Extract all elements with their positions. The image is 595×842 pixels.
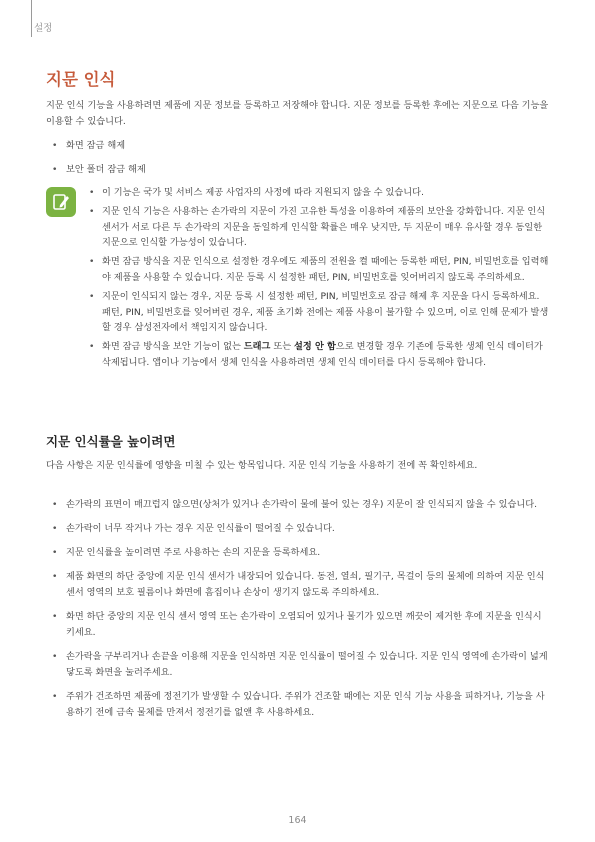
page-number: 164 (288, 815, 307, 826)
note-item: • 이 기능은 국가 및 서비스 제공 사업자의 사정에 따라 지원되지 않을 수 있습니다. (88, 185, 550, 201)
notes-list (88, 185, 550, 374)
tip-item: • 지문 인식률을 높이려면 주로 사용하는 손의 지문을 등록하세요. (50, 545, 550, 561)
tip-item: • 손가락이 너무 작거나 가는 경우 지문 인식률이 떨어질 수 있습니다. (50, 521, 550, 537)
feature-item: • 보안 폴더 잠금 해제 (50, 162, 146, 178)
tip-item: • 손가락의 표면이 매끄럽지 않으면(상처가 있거나 손가락이 물에 불어 있는 경우) 지문이 잘 인식되지 않을 수 있습니다. (50, 497, 550, 513)
intro-paragraph: 지문 인식 기능을 사용하려면 제품에 지문 정보를 등록하고 저장해야 합니다. 지문 정보를 등록한 후에는 지문으로 다음 기능을 이용할 수 있습니다. (46, 100, 549, 127)
tip-item: • 손가락을 구부리거나 손끝을 이용해 지문을 인식하면 지문 인식률이 떨어질 수 있습니다. 지문 인식 영역에 손가락이 넓게 닿도록 화면을 눌러주세요. (50, 649, 550, 681)
option-none: 설정 안 함 (294, 341, 336, 353)
tip-item: • 주위가 건조하면 제품에 정전기가 발생할 수 있습니다. 주위가 건조할 때에는 지문 인식 기능 사용을 피하거나, 기능을 사용하기 전에 금속 물체를 만져서 정전기를 없앤 후 사용하세요. (50, 689, 550, 721)
section-label: 설정 (34, 23, 53, 34)
note-item: • 지문이 인식되지 않는 경우, 지문 등록 시 설정한 패턴, PIN, 비밀번호로 잠금 해제 후 지문을 다시 등록하세요. 패턴, PIN, 비밀번호를 잊어버린 경우, 제품 초기화 전에는 제품 사용이 불가할 수 있으며, 이로 인해 문제가 발생할 경우 삼성전자에서 책임지지 않습니다. (88, 289, 550, 336)
feature-item: • 화면 잠금 해제 (50, 138, 146, 154)
page-title: 지문 인식 (46, 70, 116, 89)
note-text: 또는 (270, 341, 295, 353)
note-item: • 화면 잠금 방식을 지문 인식으로 설정한 경우에도 제품의 전원을 켤 때에는 등록한 패턴, PIN, 비밀번호를 입력해야 제품을 사용할 수 있습니다. 지문 등록 시 설정한 패턴, PIN, 비밀번호를 잊어버리지 않도록 주의하세요. (88, 254, 550, 286)
note-item: • 지문 인식 기능은 사용하는 손가락의 지문이 가진 고유한 특성을 이용하여 제품의 보안을 강화합니다. 지문 인식 센서가 서로 다른 두 손가락의 지문을 동일하게 인식할 확률은 매우 낮지만, 두 지문이 매우 유사할 경우 동일한 지문으로 인식할 가능성이 있습니다. (88, 204, 550, 251)
note-item (88, 339, 550, 371)
header-rule (31, 0, 32, 37)
option-drag: 드래그 (243, 341, 271, 353)
improve-intro: 다음 사항은 지문 인식률에 영향을 미칠 수 있는 항목입니다. 지문 인식 기능을 사용하기 전에 꼭 확인하세요. (46, 460, 478, 471)
note-text: 화면 잠금 방식을 보안 기능이 없는 (102, 341, 244, 353)
note-pencil-icon (46, 187, 76, 217)
section-heading: 지문 인식률을 높이려면 (46, 434, 176, 449)
improve-list (50, 497, 550, 729)
feature-list (50, 138, 146, 178)
tip-item: • 제품 화면의 하단 중앙에 지문 인식 센서가 내장되어 있습니다. 동전, 열쇠, 필기구, 목걸이 등의 물체에 의하여 지문 인식 센서 영역의 보호 필름이나 화면에 흠집이나 손상이 생기지 않도록 주의하세요. (50, 569, 550, 601)
note-text: 으로 변경할 경우 기존에 등록한 생체 인식 데이터가 삭제됩니다. 앱이나 기능에서 생체 인식을 사용하려면 생체 인식 데이터를 다시 등록해야 합니다. (102, 341, 543, 368)
tip-item: • 화면 하단 중앙의 지문 인식 센서 영역 또는 손가락이 오염되어 있거나 물기가 있으면 깨끗이 제거한 후에 지문을 인식시키세요. (50, 609, 550, 641)
